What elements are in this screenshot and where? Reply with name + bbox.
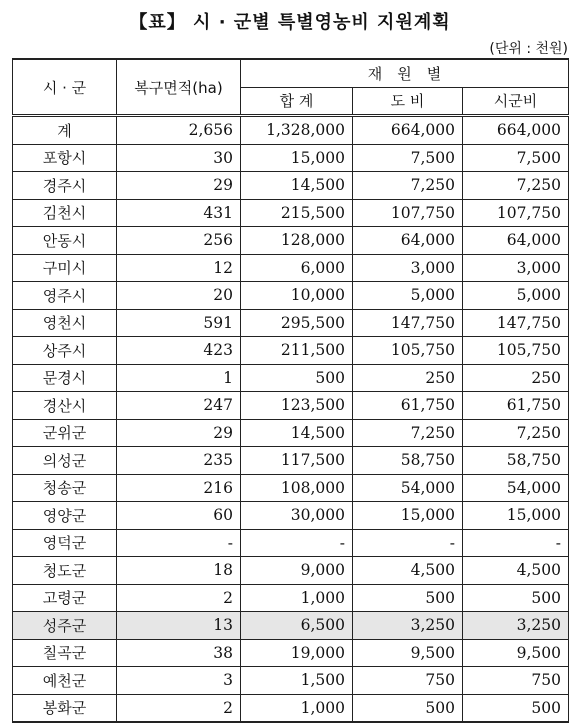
header-area: 복구면적(ha) bbox=[117, 59, 241, 116]
table-row bbox=[13, 419, 569, 447]
province-cell: 3,000 bbox=[353, 254, 463, 282]
document-title: 【표】 시 · 군별 특별영농비 지원계획 bbox=[129, 12, 451, 33]
province-cell: 147,750 bbox=[353, 309, 463, 337]
table-row bbox=[13, 254, 569, 282]
region-cell: 영덕군 bbox=[13, 529, 117, 557]
area-cell: 2,656 bbox=[117, 116, 241, 145]
table-row bbox=[13, 364, 569, 392]
total-cell: 15,000 bbox=[241, 144, 353, 172]
region-cell: 경주시 bbox=[13, 172, 117, 200]
region-cell: 예천군 bbox=[13, 667, 117, 695]
province-cell: 15,000 bbox=[353, 502, 463, 530]
total-cell: 123,500 bbox=[241, 392, 353, 420]
table-row bbox=[13, 612, 569, 640]
total-cell: 14,500 bbox=[241, 419, 353, 447]
province-cell: 9,500 bbox=[353, 639, 463, 667]
area-cell: 13 bbox=[117, 612, 241, 640]
table-row bbox=[13, 694, 569, 722]
header-funding: 재 원 별 bbox=[241, 59, 569, 87]
region-cell: 청송군 bbox=[13, 474, 117, 502]
table-row bbox=[13, 199, 569, 227]
table-row bbox=[13, 392, 569, 420]
total-cell: 1,500 bbox=[241, 667, 353, 695]
table-body bbox=[13, 116, 569, 723]
area-cell: 3 bbox=[117, 667, 241, 695]
province-cell: 58,750 bbox=[353, 447, 463, 475]
region-cell: 안동시 bbox=[13, 227, 117, 255]
area-cell: 423 bbox=[117, 337, 241, 365]
total-cell: 30,000 bbox=[241, 502, 353, 530]
header-city: 시군비 bbox=[463, 87, 569, 116]
total-cell: 14,500 bbox=[241, 172, 353, 200]
table-row bbox=[13, 282, 569, 310]
region-cell: 계 bbox=[13, 116, 117, 145]
total-cell: 1,328,000 bbox=[241, 116, 353, 145]
table-row bbox=[13, 337, 569, 365]
region-cell: 칠곡군 bbox=[13, 639, 117, 667]
city-cell: 664,000 bbox=[463, 116, 569, 145]
table-row bbox=[13, 667, 569, 695]
city-cell: 7,250 bbox=[463, 419, 569, 447]
province-cell: 500 bbox=[353, 694, 463, 722]
region-cell: 문경시 bbox=[13, 364, 117, 392]
area-cell: 29 bbox=[117, 172, 241, 200]
header-total: 합 계 bbox=[241, 87, 353, 116]
area-cell: 38 bbox=[117, 639, 241, 667]
total-cell: 108,000 bbox=[241, 474, 353, 502]
province-cell: 64,000 bbox=[353, 227, 463, 255]
city-cell: 4,500 bbox=[463, 557, 569, 585]
region-cell: 영주시 bbox=[13, 282, 117, 310]
area-cell: 12 bbox=[117, 254, 241, 282]
region-cell: 경산시 bbox=[13, 392, 117, 420]
area-cell: 235 bbox=[117, 447, 241, 475]
area-cell: 29 bbox=[117, 419, 241, 447]
table-row bbox=[13, 116, 569, 145]
total-cell: 128,000 bbox=[241, 227, 353, 255]
total-cell: 10,000 bbox=[241, 282, 353, 310]
province-cell: 7,500 bbox=[353, 144, 463, 172]
city-cell: 500 bbox=[463, 694, 569, 722]
table-row bbox=[13, 502, 569, 530]
area-cell: 20 bbox=[117, 282, 241, 310]
province-cell: - bbox=[353, 529, 463, 557]
region-cell: 상주시 bbox=[13, 337, 117, 365]
province-cell: 500 bbox=[353, 584, 463, 612]
province-cell: 750 bbox=[353, 667, 463, 695]
total-cell: 211,500 bbox=[241, 337, 353, 365]
city-cell: 500 bbox=[463, 584, 569, 612]
city-cell: 9,500 bbox=[463, 639, 569, 667]
city-cell: 250 bbox=[463, 364, 569, 392]
area-cell: 60 bbox=[117, 502, 241, 530]
header-region: 시 · 군 bbox=[13, 59, 117, 116]
table-row bbox=[13, 557, 569, 585]
area-cell: 30 bbox=[117, 144, 241, 172]
city-cell: 61,750 bbox=[463, 392, 569, 420]
header-province: 도 비 bbox=[353, 87, 463, 116]
total-cell: 295,500 bbox=[241, 309, 353, 337]
total-cell: - bbox=[241, 529, 353, 557]
table-row bbox=[13, 227, 569, 255]
region-cell: 포항시 bbox=[13, 144, 117, 172]
city-cell: - bbox=[463, 529, 569, 557]
total-cell: 9,000 bbox=[241, 557, 353, 585]
total-cell: 215,500 bbox=[241, 199, 353, 227]
province-cell: 61,750 bbox=[353, 392, 463, 420]
table-row bbox=[13, 474, 569, 502]
city-cell: 54,000 bbox=[463, 474, 569, 502]
city-cell: 750 bbox=[463, 667, 569, 695]
province-cell: 7,250 bbox=[353, 419, 463, 447]
province-cell: 3,250 bbox=[353, 612, 463, 640]
city-cell: 107,750 bbox=[463, 199, 569, 227]
province-cell: 250 bbox=[353, 364, 463, 392]
total-cell: 1,000 bbox=[241, 694, 353, 722]
city-cell: 7,250 bbox=[463, 172, 569, 200]
city-cell: 58,750 bbox=[463, 447, 569, 475]
area-cell: 18 bbox=[117, 557, 241, 585]
area-cell: 247 bbox=[117, 392, 241, 420]
table-row bbox=[13, 309, 569, 337]
region-cell: 영양군 bbox=[13, 502, 117, 530]
region-cell: 고령군 bbox=[13, 584, 117, 612]
area-cell: 1 bbox=[117, 364, 241, 392]
area-cell: 2 bbox=[117, 584, 241, 612]
total-cell: 19,000 bbox=[241, 639, 353, 667]
area-cell: - bbox=[117, 529, 241, 557]
area-cell: 256 bbox=[117, 227, 241, 255]
province-cell: 105,750 bbox=[353, 337, 463, 365]
province-cell: 107,750 bbox=[353, 199, 463, 227]
city-cell: 147,750 bbox=[463, 309, 569, 337]
region-cell: 성주군 bbox=[13, 612, 117, 640]
table-row bbox=[13, 529, 569, 557]
table-row bbox=[13, 144, 569, 172]
region-cell: 김천시 bbox=[13, 199, 117, 227]
region-cell: 영천시 bbox=[13, 309, 117, 337]
table-row bbox=[13, 172, 569, 200]
province-cell: 5,000 bbox=[353, 282, 463, 310]
table-row bbox=[13, 584, 569, 612]
total-cell: 1,000 bbox=[241, 584, 353, 612]
area-cell: 2 bbox=[117, 694, 241, 722]
total-cell: 6,000 bbox=[241, 254, 353, 282]
province-cell: 4,500 bbox=[353, 557, 463, 585]
area-cell: 431 bbox=[117, 199, 241, 227]
area-cell: 216 bbox=[117, 474, 241, 502]
unit-label: (단위 : 천원) bbox=[489, 41, 568, 57]
region-cell: 군위군 bbox=[13, 419, 117, 447]
total-cell: 6,500 bbox=[241, 612, 353, 640]
city-cell: 3,000 bbox=[463, 254, 569, 282]
province-cell: 54,000 bbox=[353, 474, 463, 502]
area-cell: 591 bbox=[117, 309, 241, 337]
city-cell: 7,500 bbox=[463, 144, 569, 172]
support-plan-table bbox=[12, 58, 569, 723]
total-cell: 117,500 bbox=[241, 447, 353, 475]
city-cell: 15,000 bbox=[463, 502, 569, 530]
city-cell: 3,250 bbox=[463, 612, 569, 640]
city-cell: 64,000 bbox=[463, 227, 569, 255]
region-cell: 청도군 bbox=[13, 557, 117, 585]
table-row bbox=[13, 639, 569, 667]
province-cell: 7,250 bbox=[353, 172, 463, 200]
region-cell: 의성군 bbox=[13, 447, 117, 475]
region-cell: 구미시 bbox=[13, 254, 117, 282]
total-cell: 500 bbox=[241, 364, 353, 392]
province-cell: 664,000 bbox=[353, 116, 463, 145]
region-cell: 봉화군 bbox=[13, 694, 117, 722]
city-cell: 105,750 bbox=[463, 337, 569, 365]
table-row bbox=[13, 447, 569, 475]
city-cell: 5,000 bbox=[463, 282, 569, 310]
